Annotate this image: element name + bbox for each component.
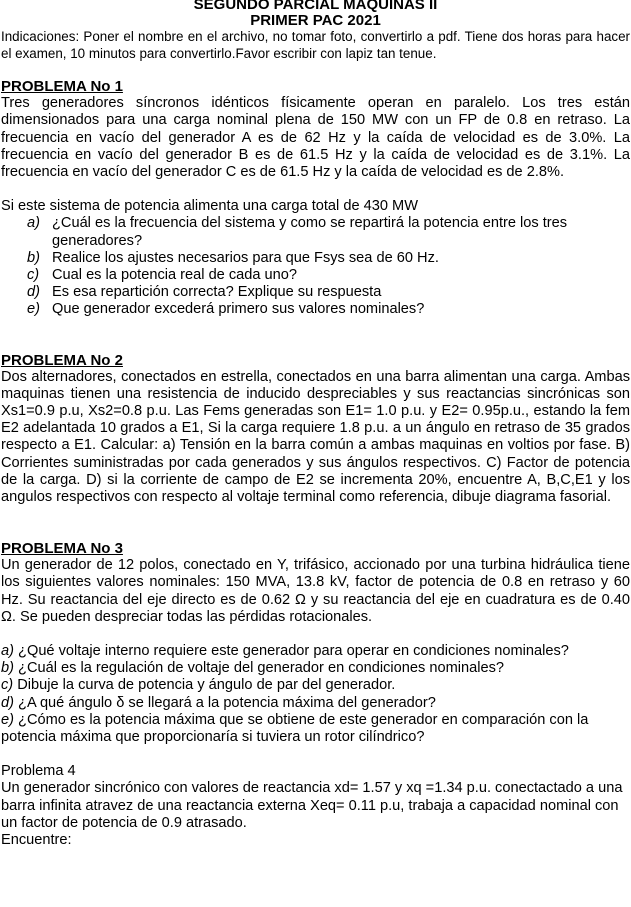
problem-1-heading: PROBLEMA No 1 (1, 78, 123, 96)
exam-subtitle: PRIMER PAC 2021 (250, 12, 381, 29)
problem-3-questions (0, 643, 631, 746)
list-item: b) ¿Cuál es la regulación de voltaje del generador en condiciones nominales? (1, 660, 505, 677)
problem-2-heading: PROBLEMA No 2 (1, 351, 123, 369)
problem-4-body: Un generador sincrónico con valores de reactancia xd= 1.57 y xq =1.34 p.u. conectactado a una barra infinita atravez de una reactancia externa Xeq= 0.11 p.u, trabaja a capacidad nominal con un factor de potencia de 0.9 atrasado. (1, 780, 623, 831)
problem-4-heading: Problema 4 (1, 763, 76, 780)
list-item: c) Cual es la potencia real de cada uno? (27, 267, 298, 284)
problem-1-body: Tres generadores síncronos idénticos físicamente operan en paralelo. Los tres están dimensionados para una carga nominal plena de 150 MW con un FP de 0.8 en retraso. La frecuencia en vacío del generador A es de 62 Hz y la caída de velocidad es de 3.0%. La frecuencia en vacío del generador B es de 61.5 Hz y la caída de velocidad es de 3.1%. La frecuencia en vacío del generador C es de 61.5 Hz y la caída de velocidad es de 2.8%. (1, 95, 630, 180)
list-item: b) Realice los ajustes necesarios para que Fsys sea de 60 Hz. (27, 249, 439, 266)
problem-3-body: Un generador de 12 polos, conectado en Y, trifásico, accionado por una turbina hidráulica tiene los siguientes valores nominales: 150 MVA, 13.8 kV, factor de potencia de 0.8 en retraso y 60 Hz. Su reactancia del eje directo es de 0.62 Ω y su reactancia del eje en cuadratura es de 0.40 Ω. Se pueden despreciar todas las pérdidas rotacionales. (1, 557, 630, 625)
exam-title: SEGUNDO PARCIAL MAQUINAS II (193, 0, 438, 13)
list-item: c) Dibuje la curva de potencia y ángulo de par del generador. (1, 677, 396, 694)
problem-2-body: Dos alternadores, conectados en estrella, conectados en una barra alimentan una carga. Ambas maquinas tienen una resistencia de inducido despreciables y sus reactancias sincrónicas son Xs1=0.9 p.u, Xs2=0.8 p.u. Las Fems generadas son E1= 1.0 p.u. y E2= 0.95p.u., estando la fem E2 adelantada 10 grados a E1, Si la carga requiere 1.8 p.u. a un ángulo en retraso de 35 grados respecto a E1. Calcular: a) Tensión en la barra común a ambas maquinas en voltios por fase. B) Corrientes suministradas por cada generados y sus ángulos respectivos. C) Factor de potencia de la carga. D) si la corriente de campo de E2 se incrementa 20%, encuentre A, B,C,E1 y los angulos respectivos con respecto al voltaje terminal como referencia, dibuje diagrama fasorial. (1, 368, 630, 506)
problem-1-intro: Si este sistema de potencia alimenta una carga total de 430 MW (1, 198, 418, 215)
list-item: a) ¿Qué voltaje interno requiere este generador para operar en condiciones nominales? (1, 643, 569, 660)
list-item: a) ¿Cuál es la frecuencia del sistema y como se repartirá la potencia entre los tres generadores? (27, 215, 568, 249)
problem-3-heading: PROBLEMA No 3 (1, 540, 123, 558)
list-item: d) Es esa repartición correcta? Explique su respuesta (27, 284, 382, 301)
list-item: d) ¿A qué ángulo δ se llegará a la potencia máxima del generador? (1, 694, 436, 711)
instructions-text: Indicaciones: Poner el nombre en el archivo, no tomar foto, convertirlo a pdf. Tiene dos horas para hacer el examen, 10 minutos para convertirlo.Favor escribir con lapiz tan tenue. (1, 29, 630, 61)
list-item: e) ¿Cómo es la potencia máxima que se obtiene de este generador en comparación con la potencia máxima que proporcionaría si tuviera un rotor cilíndrico? (1, 711, 589, 746)
list-item: e) Que generador excederá primero sus valores nominales? (27, 301, 425, 318)
problem-4-footer: Encuentre: (1, 832, 72, 849)
problem-1-questions (0, 215, 631, 318)
